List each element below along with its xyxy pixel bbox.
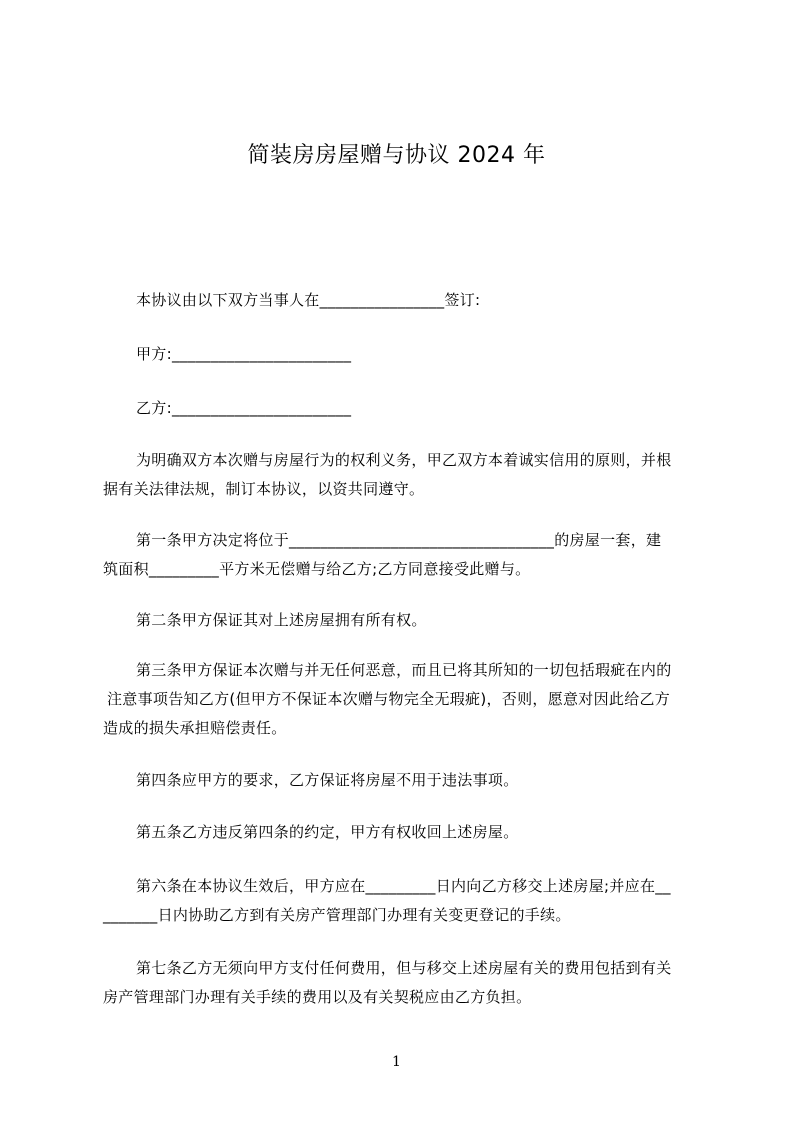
article-6-line-1: 第六条在本协议生效后，甲方应在_________日内向乙方移交上述房屋;并应在__	[136, 877, 671, 895]
party-a-field	[103, 340, 736, 369]
intro-paragraph	[103, 286, 736, 315]
party-a-line: 甲方:_______________________	[136, 345, 352, 363]
article-7-paragraph	[103, 954, 703, 1012]
article-3-line-2: 注意事项告知乙方(但甲方不保证本次赠与物完全无瑕疵)，否则，愿意对因此给乙方	[107, 690, 671, 708]
document-title: 简装房房屋赠与协议 2024 年	[247, 143, 546, 168]
article-3-line-3: 造成的损失承担赔偿责任。	[103, 719, 287, 737]
article-7-line-1: 第七条乙方无须向甲方支付任何费用，但与移交上述房屋有关的费用包括到有关	[136, 959, 672, 977]
article-3-line-1: 第三条甲方保证本次赠与并无任何恶意，而且已将其所知的一切包括瑕疵在内的	[136, 661, 672, 679]
article-5-paragraph	[103, 818, 736, 847]
article-2-line: 第二条甲方保证其对上述房屋拥有所有权。	[136, 611, 427, 629]
article-1-line-2: 筑面积_________平方米无偿赠与给乙方;乙方同意接受此赠与。	[103, 560, 531, 578]
article-1-line-1: 第一条甲方决定将位于__________________________________的房屋一套，建	[136, 531, 662, 549]
article-1-paragraph	[103, 526, 703, 584]
article-4-line: 第四条应甲方的要求，乙方保证将房屋不用于违法事项。	[136, 771, 519, 789]
page-number: 1	[392, 1054, 401, 1070]
party-b-field	[103, 394, 736, 423]
article-7-line-2: 房产管理部门办理有关手续的费用以及有关契税应由乙方负担。	[103, 988, 532, 1006]
article-5-line: 第五条乙方违反第四条的约定，甲方有权收回上述房屋。	[136, 823, 519, 841]
article-6-line-2: _______日内协助乙方到有关房产管理部门办理有关变更登记的手续。	[103, 906, 571, 924]
purpose-line-1: 为明确双方本次赠与房屋行为的权利义务，甲乙双方本着诚实信用的原则，并根	[136, 451, 672, 469]
purpose-line-2: 据有关法律法规，制订本协议，以资共同遵守。	[103, 480, 425, 498]
party-b-line: 乙方:_______________________	[136, 399, 352, 417]
purpose-paragraph	[103, 446, 703, 504]
article-6-paragraph	[103, 872, 703, 930]
article-2-paragraph	[103, 606, 736, 635]
article-3-paragraph	[103, 656, 703, 743]
article-4-paragraph	[103, 766, 736, 795]
intro-line: 本协议由以下双方当事人在________________签订:	[136, 291, 481, 309]
